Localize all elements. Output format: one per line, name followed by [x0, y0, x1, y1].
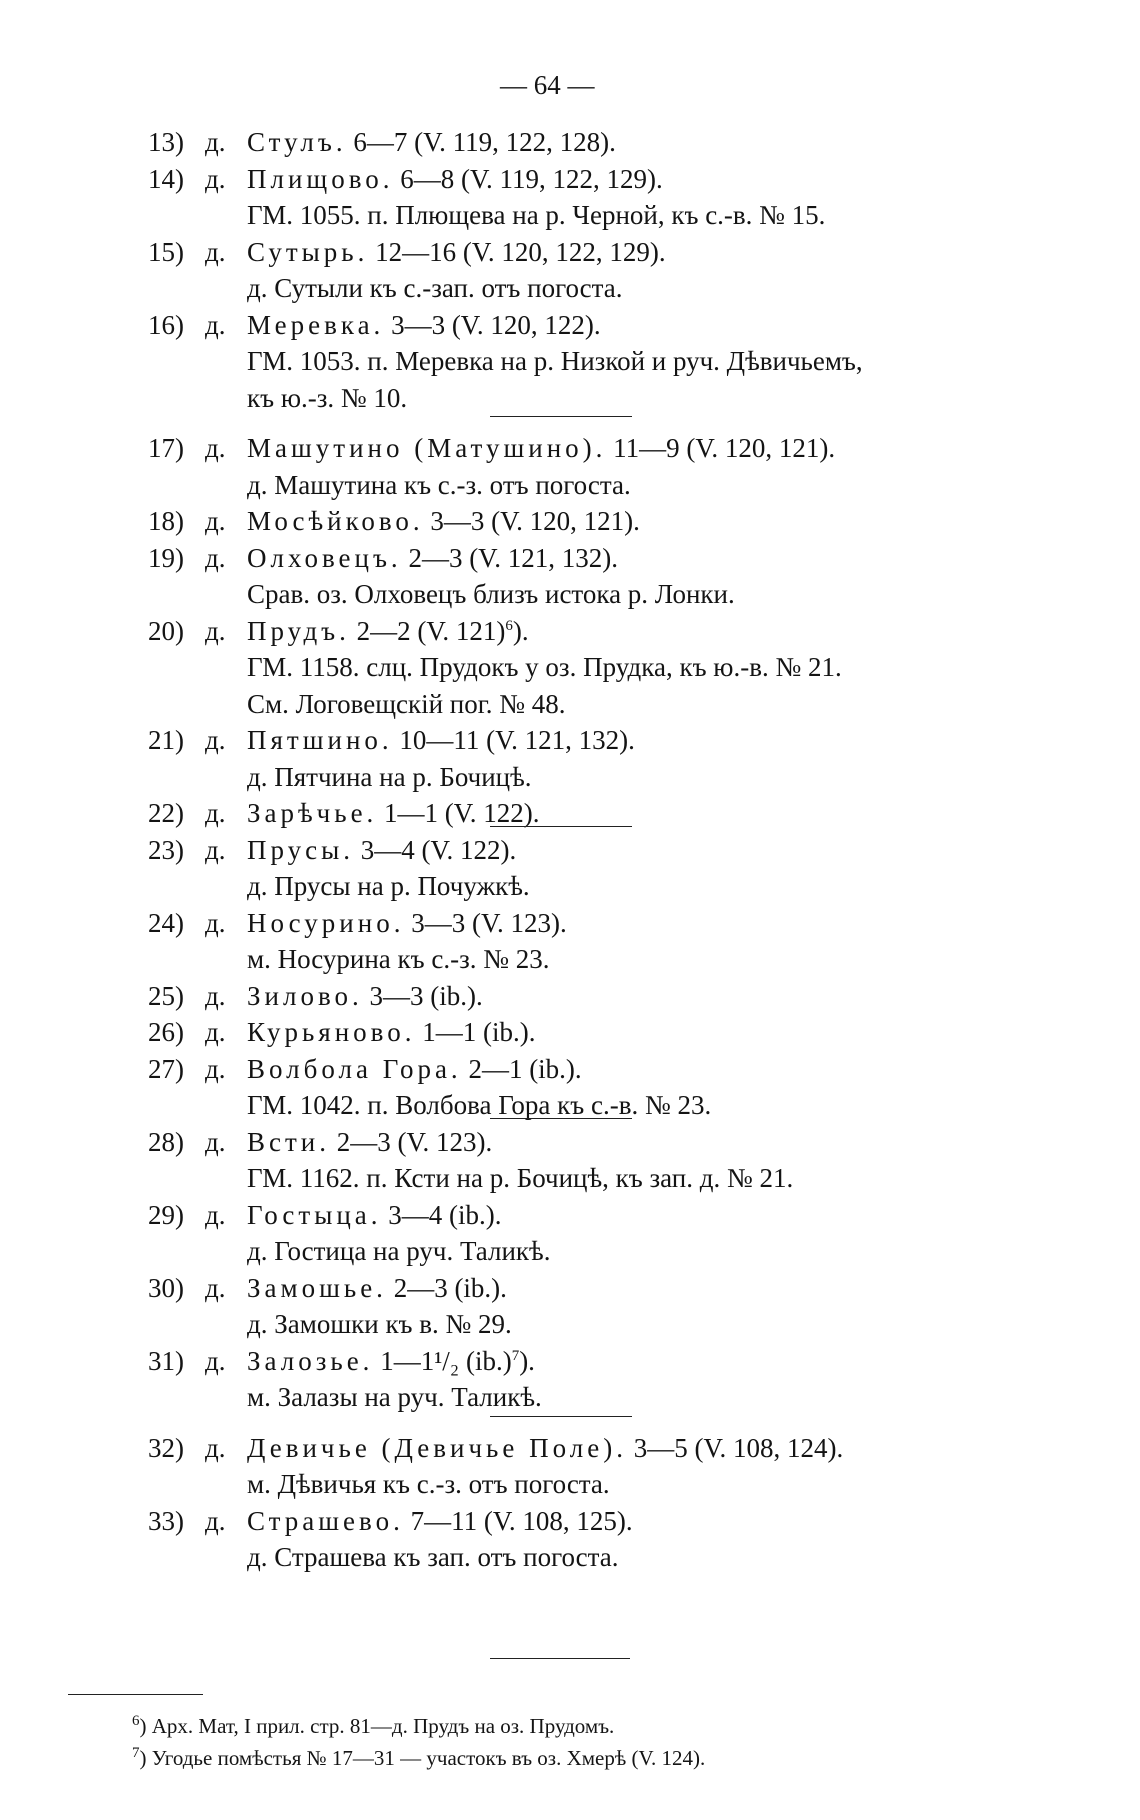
entry-note: д. Пятчина на р. Бочицѣ.: [247, 761, 532, 792]
entry-number: 21): [148, 725, 184, 755]
entry-details: 6—7 (V. 119, 122, 128).: [346, 127, 616, 157]
section-divider: [490, 826, 632, 827]
entry-number: 32): [148, 1432, 184, 1463]
entry-name: Сутырь.: [247, 236, 369, 267]
entry-subline: [0, 868, 1140, 905]
entry-name: Девичье (Девичье Поле).: [247, 1432, 627, 1463]
entry-details: 3—5 (V. 108, 124).: [626, 1432, 844, 1463]
entry-details: 3—3 (ib.).: [362, 980, 483, 1011]
entry-name: Носурино.: [247, 907, 405, 938]
entry-note: д. Гостица на руч. Таликѣ.: [247, 1236, 551, 1266]
footnote-text: ) Угодье помѣстья № 17—31 — участокъ въ оз. Хмерѣ (V. 124).: [139, 1746, 706, 1770]
entry-number: 22): [148, 798, 184, 828]
entry-name: Прусы.: [247, 834, 355, 865]
entry-prefix: д.: [205, 1272, 226, 1303]
page-number: — 64 —: [500, 70, 595, 100]
entry-number: 25): [148, 980, 184, 1011]
entry-note: ГМ. 1055. п. Плющева на р. Черной, къ с.-в. № 15.: [247, 200, 826, 230]
entry-details: 1—1 (ib.).: [415, 1017, 536, 1047]
footnote-mark: 7: [132, 1745, 140, 1761]
entry-prefix: д.: [205, 1126, 226, 1157]
entry-subline: [0, 1306, 1140, 1343]
entry-number: 27): [148, 1053, 184, 1084]
entry-line: [0, 905, 1140, 942]
entry-note: д. Страшева къ зап. отъ погоста.: [247, 1542, 619, 1572]
entry-list: [0, 124, 1140, 1576]
entry-body: [247, 234, 666, 271]
section-divider: [490, 1118, 632, 1119]
entry-subline: [0, 759, 1140, 796]
entry-number: 13): [148, 127, 184, 157]
entry-body: [247, 613, 529, 650]
entry-line: [0, 1343, 1140, 1380]
entry-body: [247, 1124, 492, 1161]
entry-line: [0, 503, 1140, 540]
entry-line: [0, 430, 1140, 467]
entry-body: [247, 430, 835, 467]
entry-body: [247, 307, 601, 344]
entry-details: 2—3 (V. 123).: [330, 1126, 493, 1157]
entry-name: Всти.: [247, 1126, 330, 1157]
entry-number: 17): [148, 433, 184, 463]
entry-prefix: д.: [205, 907, 226, 938]
entry-details: 1—1¹/₂ (ib.): [373, 1345, 512, 1376]
entry-number: 31): [148, 1345, 184, 1376]
entry-note: д. Сутыли къ с.-зап. отъ погоста.: [247, 273, 623, 303]
entry-details: 3—3 (V. 120, 122).: [384, 309, 601, 340]
entry-prefix: д.: [205, 1053, 226, 1084]
entry-prefix: д.: [205, 834, 226, 865]
entry-prefix: д.: [205, 127, 226, 157]
entry-name: Прудъ.: [247, 615, 350, 646]
entry-body: [247, 1197, 502, 1234]
entry-name: Залозье.: [247, 1345, 374, 1376]
entry-line: [0, 1197, 1140, 1234]
entry-details: 2—2 (V. 121): [349, 615, 506, 646]
entry-line: [0, 1503, 1140, 1540]
entry-line: [0, 540, 1140, 577]
entry-line: [0, 1430, 1140, 1467]
entry-details: 2—3 (ib.).: [386, 1272, 507, 1303]
entry-body: [247, 161, 663, 198]
entry-subline: [0, 1233, 1140, 1270]
entry-prefix: д.: [205, 236, 226, 267]
entry-details-end: ).: [519, 1345, 535, 1376]
entry-details: 2—1 (ib.).: [461, 1053, 582, 1084]
entry-number: 26): [148, 1017, 184, 1047]
entry-details: 7—11 (V. 108, 125).: [403, 1505, 633, 1536]
entry-body: [247, 1343, 535, 1380]
entry-prefix: д.: [205, 542, 226, 573]
entry-note: ГМ. 1162. п. Ксти на р. Бочицѣ, къ зап. д. № 21.: [247, 1163, 794, 1193]
footnote-ref: 6: [505, 617, 513, 634]
entry-number: 16): [148, 309, 184, 340]
entry-subline: [0, 197, 1140, 234]
entry-prefix: д.: [205, 506, 226, 536]
entry-body: [247, 722, 635, 759]
footnote-rule: [68, 1694, 203, 1695]
entry-number: 23): [148, 834, 184, 865]
section-divider-row: [0, 1416, 1140, 1430]
entry-line: [0, 234, 1140, 271]
entry-prefix: д.: [205, 615, 226, 646]
entry-note: м. Дѣвичья къ с.-з. отъ погоста.: [247, 1469, 610, 1499]
entry-subline: [0, 576, 1140, 613]
section-divider: [490, 1416, 632, 1417]
entry-note: м. Залазы на руч. Таликѣ.: [247, 1382, 542, 1412]
entry-name: Машутино (Матушино).: [247, 433, 607, 463]
entry-prefix: д.: [205, 309, 226, 340]
entry-body: [247, 832, 516, 869]
entry-body: [247, 540, 618, 577]
entry-line: [0, 307, 1140, 344]
entry-line: [0, 161, 1140, 198]
entry-number: 14): [148, 163, 184, 194]
entry-name: Меревка.: [247, 309, 385, 340]
entry-body: [247, 1270, 507, 1307]
entry-line: [0, 832, 1140, 869]
entry-number: 28): [148, 1126, 184, 1157]
entry-prefix: д.: [205, 1432, 226, 1463]
entry-prefix: д.: [205, 1017, 226, 1047]
footnote-mark: 6: [132, 1713, 140, 1729]
entry-number: 18): [148, 506, 184, 536]
entry-line: [0, 124, 1140, 161]
entry-number: 15): [148, 236, 184, 267]
entry-body: [247, 1503, 633, 1540]
entry-details-end: ).: [512, 615, 529, 646]
entry-details: 10—11 (V. 121, 132).: [392, 725, 635, 755]
entry-body: [247, 905, 567, 942]
entry-subline: [0, 467, 1140, 504]
entry-prefix: д.: [205, 980, 226, 1011]
entry-details: 12—16 (V. 120, 122, 129).: [368, 236, 666, 267]
entry-line: [0, 613, 1140, 650]
section-divider-row: [0, 416, 1140, 430]
entry-line: [0, 1051, 1140, 1088]
entry-name: Мосѣйково.: [247, 506, 424, 536]
entry-prefix: д.: [205, 1345, 226, 1376]
entry-number: 19): [148, 542, 184, 573]
section-divider: [490, 416, 632, 417]
entry-subline: [0, 1160, 1140, 1197]
entry-note: д. Прусы на р. Почужкѣ.: [247, 871, 530, 901]
entry-name: Пятшино.: [247, 725, 393, 755]
entry-prefix: д.: [205, 725, 226, 755]
entry-subline: [0, 380, 1140, 417]
footnote: [132, 1710, 705, 1742]
entry-note: м. Носурина къ с.-з. № 23.: [247, 944, 550, 974]
entry-body: [247, 1430, 843, 1467]
entry-note: См. Логовещскій пог. № 48.: [247, 688, 566, 719]
entry-note: Срав. оз. Олховецъ близъ истока р. Лонки.: [247, 579, 735, 609]
entry-number: 24): [148, 907, 184, 938]
entry-body: [247, 1051, 582, 1088]
entry-body: [247, 1014, 535, 1051]
footnote-ref: 7: [511, 1347, 520, 1364]
entry-prefix: д.: [205, 1199, 226, 1230]
entry-details: 3—4 (ib.).: [381, 1199, 502, 1230]
footnotes: [132, 1710, 705, 1774]
entry-number: 33): [148, 1505, 184, 1536]
entry-note: ГМ. 1053. п. Меревка на р. Низкой и руч. Дѣвичьемъ,: [247, 346, 863, 376]
entry-name: Курьяново.: [247, 1017, 416, 1047]
entry-number: 30): [148, 1272, 184, 1303]
entry-details: 3—3 (V. 120, 121).: [423, 506, 640, 536]
entry-prefix: д.: [205, 163, 226, 194]
entry-name: Замошье.: [247, 1272, 387, 1303]
entry-details: 6—8 (V. 119, 122, 129).: [393, 163, 663, 194]
entry-subline: [0, 941, 1140, 978]
section-divider: [490, 1658, 630, 1659]
entry-line: [0, 978, 1140, 1015]
entry-name: Страшево.: [247, 1505, 404, 1536]
entry-name: Стулъ.: [247, 127, 347, 157]
entry-line: [0, 1014, 1140, 1051]
entry-subline: [0, 343, 1140, 380]
entry-line: [0, 722, 1140, 759]
entry-name: Зарѣчье.: [247, 798, 378, 828]
entry-subline: [0, 1539, 1140, 1576]
entry-details: 3—3 (V. 123).: [404, 907, 567, 938]
entry-details: 2—3 (V. 121, 132).: [401, 542, 618, 573]
entry-details: 11—9 (V. 120, 121).: [606, 433, 836, 463]
entry-note: ГМ. 1042. п. Волбова Гора къ с.-в. № 23.: [247, 1090, 712, 1120]
entry-body: [247, 978, 483, 1015]
entry-name: Олховецъ.: [247, 542, 402, 573]
entry-name: Зилово.: [247, 980, 363, 1011]
entry-prefix: д.: [205, 798, 226, 828]
entry-body: [247, 503, 640, 540]
entry-note: д. Замошки къ в. № 29.: [247, 1309, 512, 1339]
entry-number: 29): [148, 1199, 184, 1230]
entry-note: д. Машутина къ с.-з. отъ погоста.: [247, 469, 631, 500]
entry-body: [247, 124, 616, 161]
entry-subline: [0, 1466, 1140, 1503]
entry-prefix: д.: [205, 433, 226, 463]
entry-subline: [0, 270, 1140, 307]
entry-name: Плищово.: [247, 163, 394, 194]
entry-name: Гостыца.: [247, 1199, 382, 1230]
footnote-text: ) Арх. Мат, I прил. стр. 81—д. Прудъ на оз. Прудомъ.: [139, 1714, 615, 1738]
entry-line: [0, 1270, 1140, 1307]
entry-subline: [0, 686, 1140, 723]
entry-details: 1—1 (V. 122).: [377, 798, 540, 828]
entry-note: ГМ. 1158. слц. Прудокъ у оз. Прудка, къ ю.-в. № 21.: [247, 652, 842, 682]
entry-prefix: д.: [205, 1505, 226, 1536]
entry-line: [0, 1124, 1140, 1161]
footnote: [132, 1742, 705, 1774]
entry-note: къ ю.-з. № 10.: [247, 382, 408, 413]
entry-details: 3—4 (V. 122).: [354, 834, 517, 865]
entry-name: Волбола Гора.: [247, 1053, 462, 1084]
entry-number: 20): [148, 615, 184, 646]
entry-subline: [0, 649, 1140, 686]
entry-subline: [0, 1379, 1140, 1416]
